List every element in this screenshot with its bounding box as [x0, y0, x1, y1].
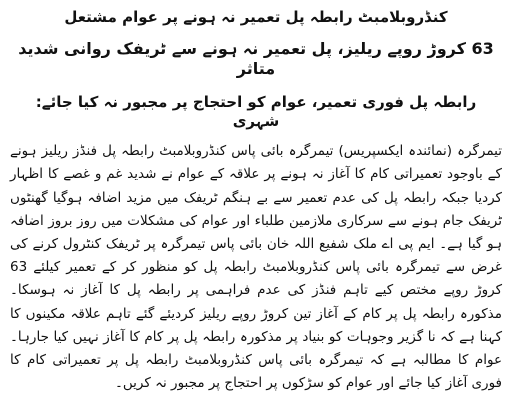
headline-quote: رابطہ پل فوری تعمیر، عوام کو احتجاج پر مجبور نہ کیا جائے: شہری — [35, 92, 477, 130]
headline-main: کنڈروبلامبٹ رابطہ پل تعمیر نہ ہونے پر عوام مشتعل — [64, 8, 448, 26]
article-body: تیمرگرہ (نمائندہ ایکسپریس) تیمرگرہ بائی پاس کنڈروبلامبٹ رابطہ پل فنڈز ریلیز ہونے کے باوجود تعمیراتی کام کا آغاز نہ ہونے پر علاقہ کے عوام نے شدید غم و غصے کا اظہار کردیا جبکہ رابطہ پل کی عدم تعمیر سے بے ہنگم ٹریفک میں مزید اضافہ ہوگیا گھنٹوں ٹریفک جام ہونے سے سرکاری ملازمین طلباء اور عوام کی مشکلات میں روز بروز اضافہ ہو گیا ہے۔ ایم پی اے ملک شفیع اللہ خان بائی پاس تیمرگرہ پر ٹریفک کنٹرول کرنے کی غرض سے تیمرگرہ بائی پاس کنڈروبلامبٹ رابطہ پل کو منظور کر کے تعمیر کیلئے 63 کروڑ روپے مختص کیے تاہم فنڈز کی عدم فراہمی پر رابطہ پل کا آغاز نہ ہوسکا۔ مذکورہ رابطہ پل پر کام کے آغاز تین کروڑ روپے ریلیز کردیئے گئے تاہم علاقہ مکینوں کا کہنا ہے کہ نا گزیر وجوہات کو بنیاد پر مذکورہ رابطہ پل پر کام کا آغاز نہیں کیا جارہا۔ عوام کا مطالبہ ہے کہ تیمرگرہ بائی پاس کنڈروبلامبٹ رابطہ پل پر تعمیراتی کام کا فوری آغاز کیا جائے اور عوام کو سڑکوں پر احتجاج پر مجبور نہ کریں۔ — [10, 143, 502, 392]
headline-subheading: 63 کروڑ روپے ریلیز، پل تعمیر نہ ہونے سے ٹریفک روانی شدید متاثر — [18, 38, 494, 78]
